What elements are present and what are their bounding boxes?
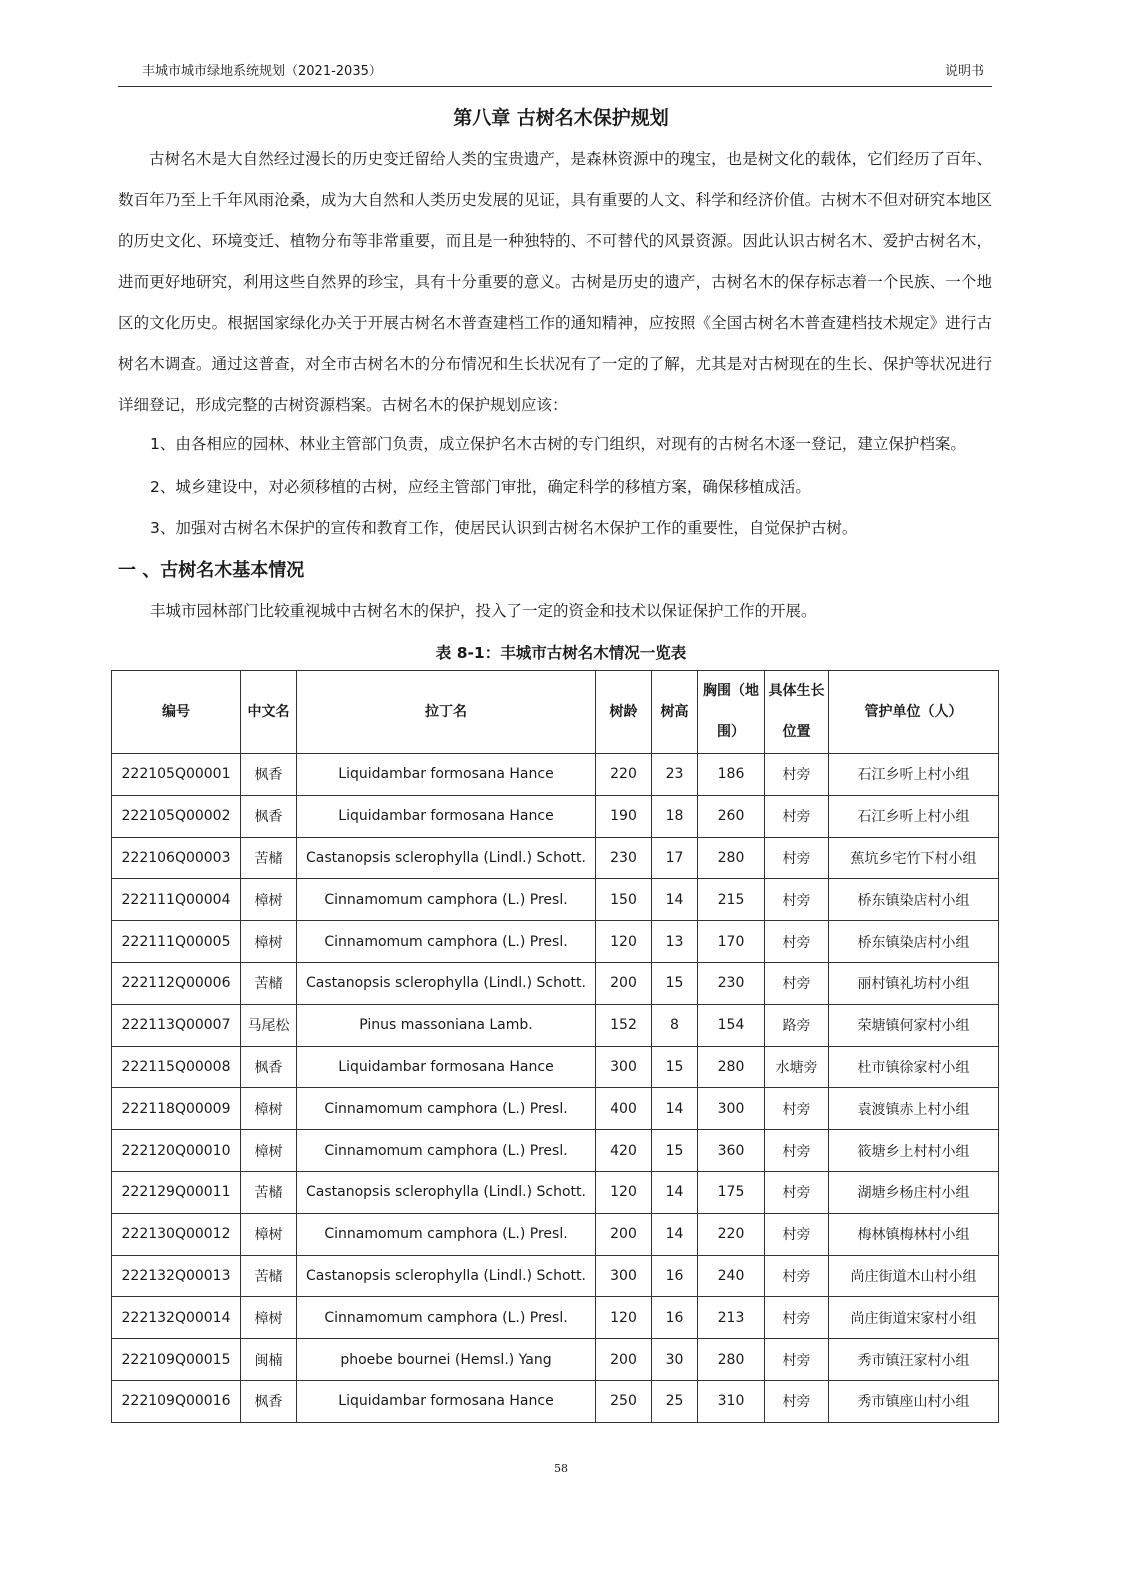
cell-chinese-name: 樟树 <box>241 1213 297 1255</box>
cell-caretaker: 尚庄街道宋家村小组 <box>829 1297 999 1339</box>
cell-location: 村旁 <box>765 1130 829 1172</box>
section-paragraph: 丰城市园林部门比较重视城中古树名木的保护，投入了一定的资金和技术以保证保护工作的开展。 <box>150 602 817 620</box>
list-item-1: 1、由各相应的园林、林业主管部门负责，成立保护名木古树的专门组织，对现有的古树名木逐一登记，建立保护档案。 <box>150 435 966 453</box>
cell-height: 14 <box>652 1213 698 1255</box>
table-row <box>112 1004 999 1046</box>
cell-girth: 175 <box>698 1171 765 1213</box>
cell-height: 25 <box>652 1380 698 1422</box>
intro-text: 古树名木是大自然经过漫长的历史变迁留给人类的宝贵遗产，是森林资源中的瑰宝，也是树文化的载体，它们经历了百年、数百年乃至上千年风雨沧桑，成为大自然和人类历史发展的见证，具有重要的人文、科学和经济价值。古树木不但对研究本地区的历史文化、环境变迁、植物分布等非常重要，而且是一种独特的、不可替代的风景资源。因此认识古树名木、爱护古树名木，进而更好地研究，利用这些自然界的珍宝，具有十分重要的意义。古树是历史的遗产，古树名木的保存标志着一个民族、一个地区的文化历史。根据国家绿化办关于开展古树名木普查建档工作的通知精神，应按照《全国古树名木普查建档技术规定》进行古树名木调查。通过这普查，对全市古树名木的分布情况和生长状况有了一定的了解，尤其是对古树现在的生长、保护等状况进行详细登记，形成完整的古树资源档案。古树名木的保护规划应该： <box>118 150 992 414</box>
table-caption: 表 8-1：丰城市古树名木情况一览表 <box>435 644 687 662</box>
cell-age: 152 <box>596 1004 652 1046</box>
col-header-height: 树高 <box>652 671 698 754</box>
header-document-title: 丰城市城市绿地系统规划（2021-2035） <box>142 64 382 79</box>
cell-height: 16 <box>652 1297 698 1339</box>
header-section-label: 说明书 <box>944 64 984 79</box>
cell-latin-name: phoebe bournei (Hemsl.) Yang <box>297 1339 596 1381</box>
cell-location: 村旁 <box>765 1339 829 1381</box>
cell-caretaker: 秀市镇汪家村小组 <box>829 1339 999 1381</box>
cell-girth: 215 <box>698 879 765 921</box>
table-row <box>112 921 999 963</box>
cell-caretaker: 筱塘乡上村村小组 <box>829 1130 999 1172</box>
col-header-location: 具体生长位置 <box>765 671 829 754</box>
intro-paragraph <box>118 139 992 426</box>
cell-id: 222118Q00009 <box>112 1088 241 1130</box>
cell-latin-name: Castanopsis sclerophylla (Lindl.) Schott. <box>297 1171 596 1213</box>
cell-latin-name: Pinus massoniana Lamb. <box>297 1004 596 1046</box>
cell-height: 23 <box>652 754 698 796</box>
cell-latin-name: Cinnamomum camphora (L.) Presl. <box>297 1130 596 1172</box>
ancient-trees-table <box>111 670 999 1423</box>
cell-girth: 154 <box>698 1004 765 1046</box>
cell-caretaker: 杜市镇徐家村小组 <box>829 1046 999 1088</box>
cell-location: 水塘旁 <box>765 1046 829 1088</box>
cell-caretaker: 湖塘乡杨庄村小组 <box>829 1171 999 1213</box>
cell-age: 300 <box>596 1046 652 1088</box>
cell-chinese-name: 樟树 <box>241 1297 297 1339</box>
cell-id: 222132Q00014 <box>112 1297 241 1339</box>
col-header-latin-name: 拉丁名 <box>297 671 596 754</box>
col-header-girth: 胸围（地围） <box>698 671 765 754</box>
cell-location: 村旁 <box>765 1297 829 1339</box>
table-row <box>112 962 999 1004</box>
table-row <box>112 1339 999 1381</box>
table-header-row <box>112 671 999 754</box>
cell-height: 15 <box>652 962 698 1004</box>
cell-height: 14 <box>652 1171 698 1213</box>
cell-age: 420 <box>596 1130 652 1172</box>
cell-chinese-name: 樟树 <box>241 879 297 921</box>
cell-girth: 240 <box>698 1255 765 1297</box>
cell-caretaker: 荣塘镇何家村小组 <box>829 1004 999 1046</box>
cell-chinese-name: 马尾松 <box>241 1004 297 1046</box>
cell-id: 222113Q00007 <box>112 1004 241 1046</box>
table-row <box>112 1171 999 1213</box>
table-row <box>112 837 999 879</box>
cell-id: 222130Q00012 <box>112 1213 241 1255</box>
cell-chinese-name: 枫香 <box>241 1046 297 1088</box>
cell-chinese-name: 枫香 <box>241 1380 297 1422</box>
cell-latin-name: Liquidambar formosana Hance <box>297 1046 596 1088</box>
cell-latin-name: Cinnamomum camphora (L.) Presl. <box>297 1213 596 1255</box>
cell-latin-name: Cinnamomum camphora (L.) Presl. <box>297 879 596 921</box>
cell-id: 222129Q00011 <box>112 1171 241 1213</box>
table-row <box>112 1255 999 1297</box>
cell-caretaker: 石江乡听上村小组 <box>829 795 999 837</box>
cell-caretaker: 袁渡镇赤上村小组 <box>829 1088 999 1130</box>
cell-location: 村旁 <box>765 1380 829 1422</box>
table-row <box>112 879 999 921</box>
cell-chinese-name: 樟树 <box>241 1130 297 1172</box>
cell-height: 14 <box>652 1088 698 1130</box>
cell-girth: 280 <box>698 1339 765 1381</box>
cell-id: 222109Q00015 <box>112 1339 241 1381</box>
cell-caretaker: 桥东镇染店村小组 <box>829 879 999 921</box>
cell-location: 村旁 <box>765 837 829 879</box>
cell-latin-name: Cinnamomum camphora (L.) Presl. <box>297 921 596 963</box>
cell-id: 222105Q00001 <box>112 754 241 796</box>
cell-location: 村旁 <box>765 962 829 1004</box>
cell-id: 222120Q00010 <box>112 1130 241 1172</box>
cell-id: 222115Q00008 <box>112 1046 241 1088</box>
cell-chinese-name: 樟树 <box>241 1088 297 1130</box>
cell-latin-name: Castanopsis sclerophylla (Lindl.) Schott. <box>297 837 596 879</box>
cell-height: 15 <box>652 1130 698 1172</box>
cell-girth: 280 <box>698 837 765 879</box>
cell-chinese-name: 闽楠 <box>241 1339 297 1381</box>
cell-chinese-name: 苦槠 <box>241 1171 297 1213</box>
table-body <box>112 754 999 1423</box>
table-row <box>112 1088 999 1130</box>
cell-girth: 170 <box>698 921 765 963</box>
cell-location: 村旁 <box>765 1213 829 1255</box>
cell-age: 200 <box>596 962 652 1004</box>
section-heading: 一 、古树名木基本情况 <box>118 560 305 581</box>
cell-age: 150 <box>596 879 652 921</box>
col-header-age: 树龄 <box>596 671 652 754</box>
col-header-chinese-name: 中文名 <box>241 671 297 754</box>
cell-latin-name: Castanopsis sclerophylla (Lindl.) Schott. <box>297 962 596 1004</box>
cell-girth: 220 <box>698 1213 765 1255</box>
cell-chinese-name: 苦槠 <box>241 962 297 1004</box>
cell-latin-name: Cinnamomum camphora (L.) Presl. <box>297 1088 596 1130</box>
cell-girth: 300 <box>698 1088 765 1130</box>
cell-girth: 213 <box>698 1297 765 1339</box>
cell-age: 300 <box>596 1255 652 1297</box>
cell-chinese-name: 樟树 <box>241 921 297 963</box>
cell-latin-name: Liquidambar formosana Hance <box>297 754 596 796</box>
cell-id: 222111Q00005 <box>112 921 241 963</box>
cell-caretaker: 石江乡听上村小组 <box>829 754 999 796</box>
cell-latin-name: Liquidambar formosana Hance <box>297 1380 596 1422</box>
table-row <box>112 1046 999 1088</box>
cell-height: 30 <box>652 1339 698 1381</box>
cell-location: 村旁 <box>765 1255 829 1297</box>
cell-height: 14 <box>652 879 698 921</box>
cell-id: 222109Q00016 <box>112 1380 241 1422</box>
cell-caretaker: 秀市镇座山村小组 <box>829 1380 999 1422</box>
cell-age: 230 <box>596 837 652 879</box>
cell-girth: 280 <box>698 1046 765 1088</box>
cell-location: 路旁 <box>765 1004 829 1046</box>
cell-age: 120 <box>596 1297 652 1339</box>
cell-id: 222132Q00013 <box>112 1255 241 1297</box>
cell-height: 18 <box>652 795 698 837</box>
cell-age: 400 <box>596 1088 652 1130</box>
cell-height: 8 <box>652 1004 698 1046</box>
cell-location: 村旁 <box>765 921 829 963</box>
list-item-2: 2、城乡建设中，对必须移植的古树，应经主管部门审批，确定科学的移植方案，确保移植成活。 <box>150 478 811 496</box>
cell-id: 222106Q00003 <box>112 837 241 879</box>
cell-height: 17 <box>652 837 698 879</box>
cell-location: 村旁 <box>765 795 829 837</box>
cell-chinese-name: 苦槠 <box>241 837 297 879</box>
cell-latin-name: Cinnamomum camphora (L.) Presl. <box>297 1297 596 1339</box>
cell-latin-name: Castanopsis sclerophylla (Lindl.) Schott. <box>297 1255 596 1297</box>
cell-age: 250 <box>596 1380 652 1422</box>
table-row <box>112 1380 999 1422</box>
cell-age: 120 <box>596 1171 652 1213</box>
cell-caretaker: 桥东镇染店村小组 <box>829 921 999 963</box>
chapter-title: 第八章 古树名木保护规划 <box>453 107 669 129</box>
col-header-id: 编号 <box>112 671 241 754</box>
cell-latin-name: Liquidambar formosana Hance <box>297 795 596 837</box>
cell-id: 222112Q00006 <box>112 962 241 1004</box>
cell-girth: 230 <box>698 962 765 1004</box>
cell-caretaker: 蕉坑乡宅竹下村小组 <box>829 837 999 879</box>
col-header-caretaker: 管护单位（人） <box>829 671 999 754</box>
cell-caretaker: 丽村镇礼坊村小组 <box>829 962 999 1004</box>
cell-girth: 186 <box>698 754 765 796</box>
table-row <box>112 754 999 796</box>
cell-age: 120 <box>596 921 652 963</box>
table-row <box>112 1297 999 1339</box>
cell-girth: 310 <box>698 1380 765 1422</box>
cell-id: 222111Q00004 <box>112 879 241 921</box>
cell-id: 222105Q00002 <box>112 795 241 837</box>
cell-girth: 260 <box>698 795 765 837</box>
cell-location: 村旁 <box>765 1088 829 1130</box>
cell-chinese-name: 苦槠 <box>241 1255 297 1297</box>
cell-age: 190 <box>596 795 652 837</box>
cell-chinese-name: 枫香 <box>241 795 297 837</box>
cell-location: 村旁 <box>765 754 829 796</box>
cell-age: 200 <box>596 1339 652 1381</box>
cell-location: 村旁 <box>765 879 829 921</box>
cell-height: 16 <box>652 1255 698 1297</box>
table-row <box>112 1130 999 1172</box>
cell-age: 220 <box>596 754 652 796</box>
table-row <box>112 795 999 837</box>
page-number: 58 <box>554 1462 568 1475</box>
cell-caretaker: 梅林镇梅林村小组 <box>829 1213 999 1255</box>
cell-height: 15 <box>652 1046 698 1088</box>
cell-chinese-name: 枫香 <box>241 754 297 796</box>
table-row <box>112 1213 999 1255</box>
cell-age: 200 <box>596 1213 652 1255</box>
cell-girth: 360 <box>698 1130 765 1172</box>
list-item-3: 3、加强对古树名木保护的宣传和教育工作，使居民认识到古树名木保护工作的重要性，自觉保护古树。 <box>150 519 858 537</box>
page-header <box>118 58 992 87</box>
cell-caretaker: 尚庄街道木山村小组 <box>829 1255 999 1297</box>
cell-height: 13 <box>652 921 698 963</box>
cell-location: 村旁 <box>765 1171 829 1213</box>
